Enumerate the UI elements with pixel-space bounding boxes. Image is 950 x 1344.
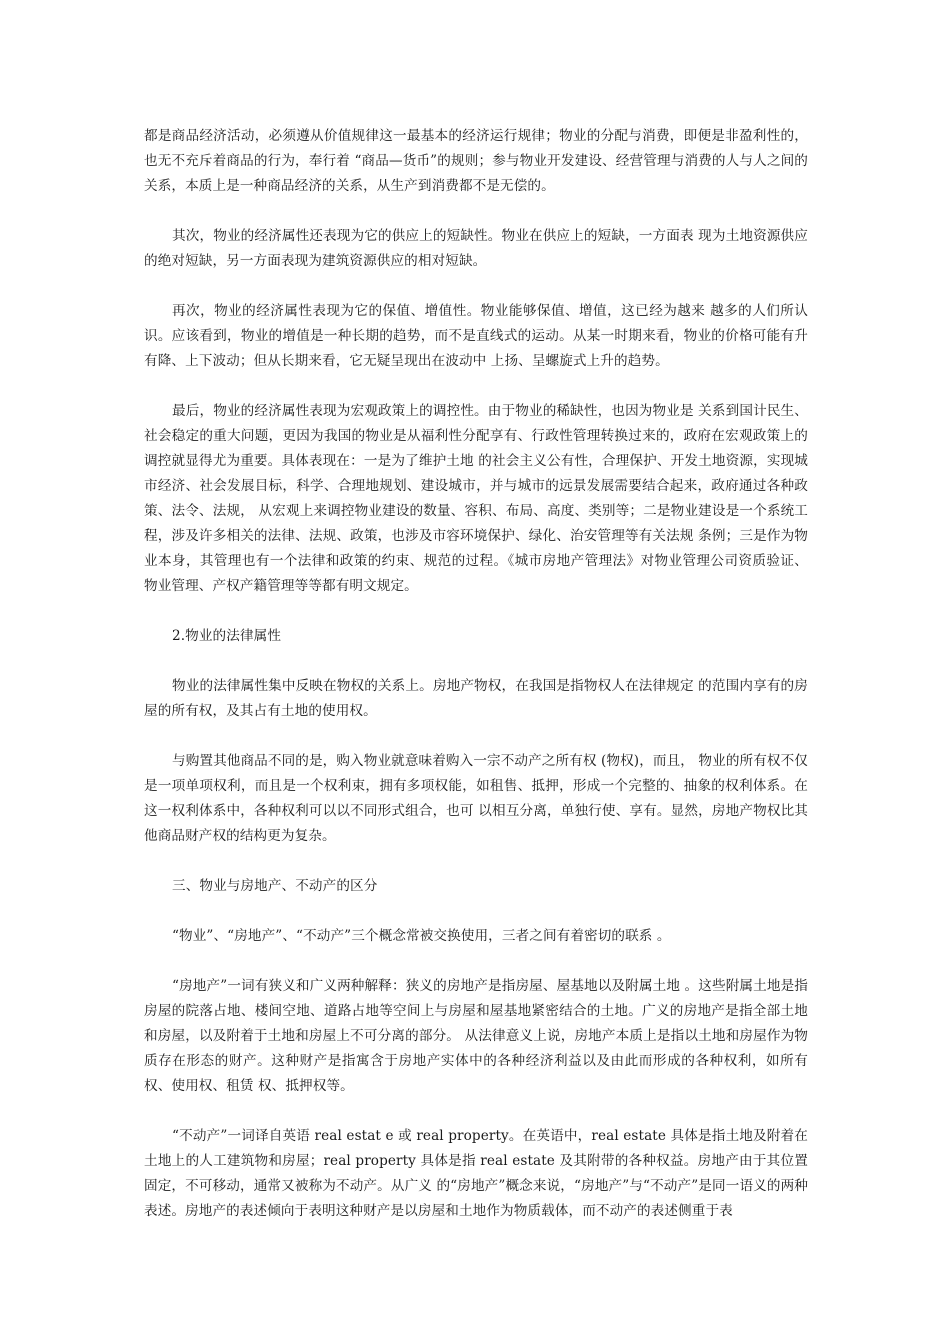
paragraph-property-rights: 物业的法律属性集中反映在物权的关系上。房地产物权，在我国是指物权人在法律规定 的范围内享有的房屋的所有权，及其占有土地的使用权。 [144, 678, 808, 719]
paragraph-ownership-bundle: 与购置其他商品不同的是，购入物业就意味着购入一宗不动产之所有权 (物权)，而且， 物业的所有权不仅是一项单项权利，而且是一个权利束，拥有多项权能，如租售、抵押，形成一个完整的、抽象的权利体系。在这一权利体系中，各种权利可以以不同形式组合，也可 以相互分离，单独行使、享有。显然，房地产物权比其他商品财产权的结构更为复杂。 [144, 753, 808, 844]
paragraph-immovable-property: “不动产”一词译自英语 real estat e 或 real property。在英语中，real estate 具体是指土地及附着在土地上的人工建筑物和房屋；real property 具体是指 real estate 及其附带的各种权益。房地产由于其位置固定，不可移动，通常又被称为不动产。从广义 的“房地产”概念来说，“房地产”与“不动产”是同一语义的两种表述。房地产的表述倾向于表明这种财产是以房屋和土地作为物质载体，而不动产的表述侧重于表 [144, 1128, 808, 1219]
paragraph-commodity-economy: 都是商品经济活动，必须遵从价值规律这一最基本的经济运行规律；物业的分配与消费，即便是非盈利性的，也无不充斥着商品的行为，奉行着 “商品—货币”的规则；参与物业开发建设、经营管理与消费的人与人之间的关系，本质上是一种商品经济的关系，从生产到消费都不是无偿的。 [144, 128, 808, 194]
section-heading-distinction: 三、物业与房地产、不动产的区分 [172, 878, 378, 894]
section-heading-legal-attribute: 2.物业的法律属性 [172, 628, 282, 644]
paragraph-supply-shortage: 其次，物业的经济属性还表现为它的供应上的短缺性。物业在供应上的短缺，一方面表 现为土地资源供应的绝对短缺，另一方面表现为建筑资源供应的相对短缺。 [144, 228, 808, 269]
paragraph-value-preservation: 再次，物业的经济属性表现为它的保值、增值性。物业能够保值、增值，这已经为越来 越多的人们所认识。应该看到，物业的增值是一种长期的趋势，而不是直线式的运动。从某一时期来看，物业的价格可能有升有降、上下波动；但从长期来看，它无疑呈现出在波动中 上扬、呈螺旋式上升的趋势。 [144, 303, 808, 369]
paragraph-real-estate-definition: “房地产”一词有狭义和广义两种解释：狭义的房地产是指房屋、屋基地以及附属土地 。这些附属土地是指房屋的院落占地、楼间空地、道路占地等空间上与房屋和屋基地紧密结合的土地。广义的房地产是指全部土地和房屋，以及附着于土地和房屋上不可分离的部分。 从法律意义上说，房地产本质上是指以土地和房屋作为物质存在形态的财产。这种财产是指寓含于房地产实体中的各种经济利益以及由此而形成的各种权利，如所有权、使用权、租赁 权、抵押权等。 [144, 978, 808, 1094]
paragraph-three-concepts: “物业”、“房地产”、“不动产”三个概念常被交换使用，三者之间有着密切的联系 。 [172, 928, 671, 944]
paragraph-macro-regulation: 最后，物业的经济属性表现为宏观政策上的调控性。由于物业的稀缺性，也因为物业是 关系到国计民生、社会稳定的重大问题，更因为我国的物业是从福利性分配享有、行政性管理转换过来的，政府在宏观政策上的调控就显得尤为重要。具体表现在：一是为了维护土地 的社会主义公有性，合理保护、开发土地资源，实现城市经济、社会发展目标，科学、合理地规划、建设城市，并与城市的远景发展需要结合起来，政府通过各种政策、法令、法规， 从宏观上来调控物业建设的数量、容积、布局、高度、类别等；二是物业建设是一个系统工程，涉及许多相关的法律、法规、政策，也涉及市容环境保护、绿化、治安管理等有关法规 条例；三是作为物业本身，其管理也有一个法律和政策的约束、规范的过程。《城市房地产管理法》对物业管理公司资质验证、物业管理、产权产籍管理等等都有明文规定。 [144, 403, 808, 594]
document-body [144, 124, 808, 1249]
